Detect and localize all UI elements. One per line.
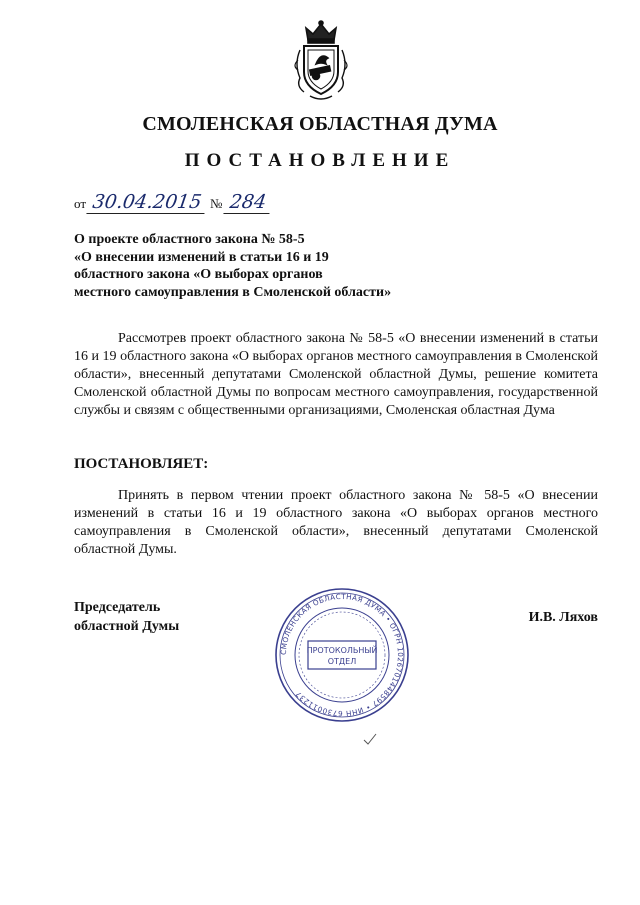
seal-center-line: ПРОТОКОЛЬНЫЙ [306, 646, 378, 655]
decree-heading: ПОСТАНОВЛЯЕТ: [74, 456, 209, 472]
document-number: 284 [224, 191, 273, 214]
document-subject [74, 231, 454, 301]
subject-line: местного самоуправления в Смоленской области» [74, 284, 392, 300]
official-seal-stamp [272, 585, 412, 725]
signatory-name: И.В. Ляхов [528, 610, 598, 625]
document-date: 30.04.2015 [86, 191, 207, 214]
organization-title: СМОЛЕНСКАЯ ОБЛАСТНАЯ ДУМА [142, 113, 498, 135]
signatory-title [74, 598, 179, 636]
from-label: от [74, 196, 87, 211]
document-type-title: ПОСТАНОВЛЕНИЕ [184, 150, 456, 171]
ink-tick-mark [360, 730, 380, 750]
preamble-paragraph: Рассмотрев проект областного закона № 58-5 «О внесении изменений в статьи 16 и 19 областного закона «О выборах органов местного самоуправления в Смоленской области», внесенный депутатами Смоленской областной Думы, решение комитета Смоленской областной Думы по вопросам местного самоуправления, государственной службы и связям с общественными организациями, Смоленская областная Дума [74, 331, 598, 418]
coat-of-arms-icon [290, 20, 352, 102]
subject-line: «О внесении изменений в статьи 16 и 19 [74, 249, 329, 265]
signatory-title-line: областной Думы [74, 619, 180, 634]
resolution-paragraph: Принять в первом чтении проект областного закона № 58-5 «О внесении изменений в статьи 16 и 19 областного закона «О выборах органов местного самоуправления в Смоленской области», внесенный депутатами Смоленской областной Думы. [74, 488, 598, 557]
date-number-line [74, 188, 271, 214]
seal-center-line: ОТДЕЛ [327, 657, 357, 666]
number-label: № [210, 196, 223, 211]
signatory-title-line: Председатель [74, 600, 161, 615]
subject-line: О проекте областного закона № 58-5 [74, 232, 305, 247]
subject-line: областного закона «О выборах органов [74, 267, 323, 282]
seal-ring-text: СМОЛЕНСКАЯ ОБЛАСТНАЯ ДУМА • ОГРН 1026701448597 • ИНН 6730011237 [278, 591, 406, 719]
